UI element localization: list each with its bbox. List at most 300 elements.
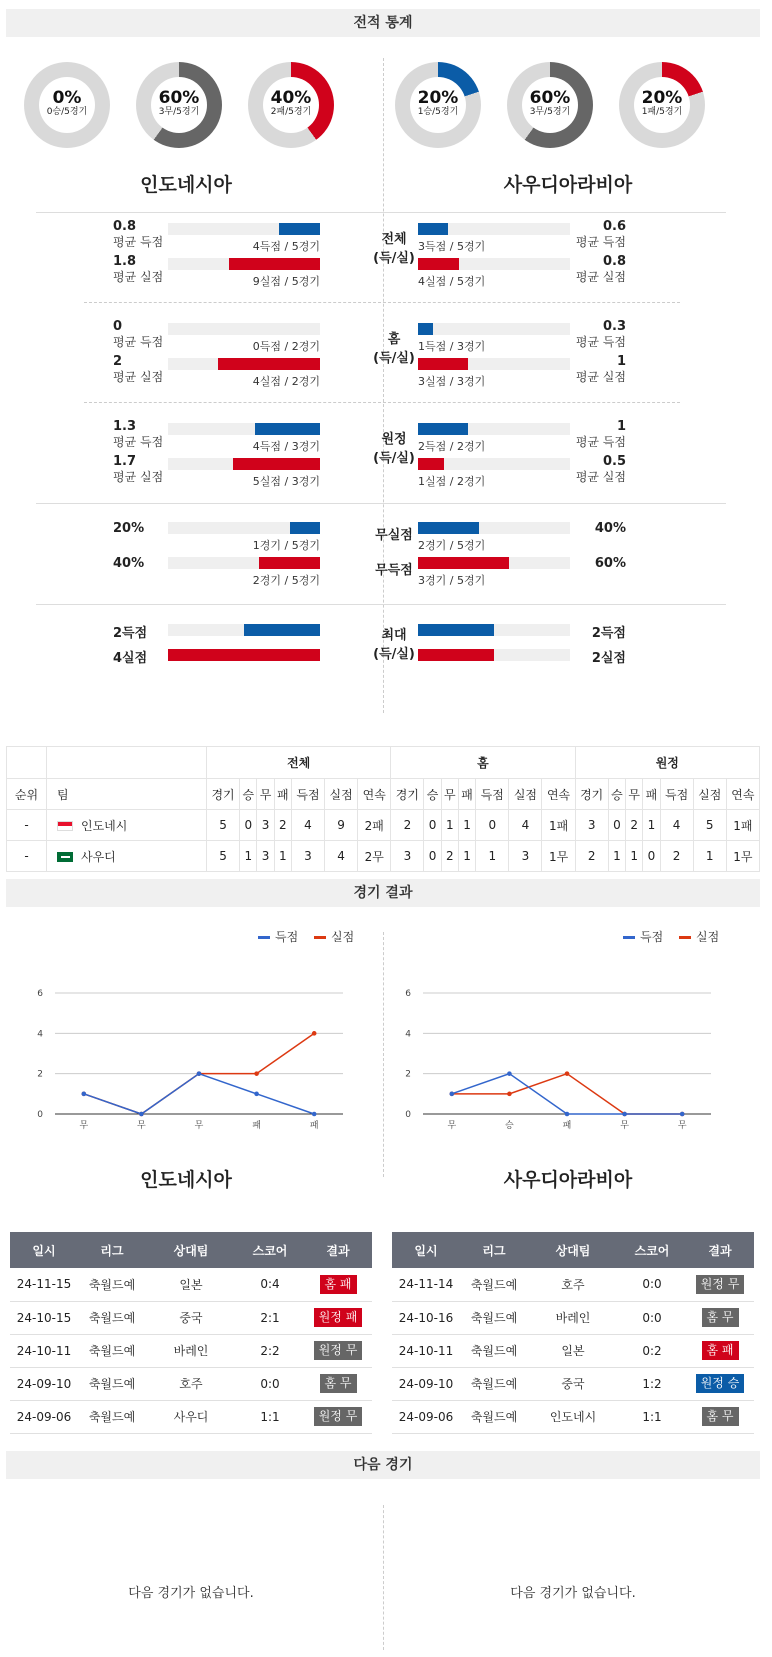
donut-percent: 60% — [158, 88, 200, 108]
standings-row — [7, 841, 760, 872]
results-header-3: 스코어 — [618, 1232, 686, 1268]
results-header-3: 스코어 — [236, 1232, 304, 1268]
left-chart-legend — [258, 928, 354, 945]
standings-col-0: 경기 — [391, 779, 424, 810]
result-badge: 홈 패 — [320, 1275, 357, 1294]
standings-col-6: 연속 — [358, 779, 391, 810]
results-row[interactable] — [392, 1400, 754, 1433]
standings-col-2: 무 — [626, 779, 643, 810]
series-point-0 — [680, 1112, 685, 1117]
legend-swatch-scored — [258, 936, 270, 939]
left-results-team-name: 인도네시아 — [140, 1169, 232, 1191]
stats-separator — [84, 302, 680, 303]
standings-col-2: 무 — [441, 779, 458, 810]
result-score: 0:0 — [236, 1367, 304, 1400]
left-donut-0 — [24, 62, 110, 148]
clean-left-bar — [290, 522, 320, 534]
standings-col-5: 실점 — [693, 779, 726, 810]
result-score: 1:2 — [618, 1367, 686, 1400]
result-league: 축월드예 — [78, 1334, 146, 1367]
noscore-right-caption: 3경기 / 5경기 — [418, 574, 486, 587]
result-opponent: 호주 — [528, 1268, 618, 1301]
y-tick-label: 2 — [37, 1069, 43, 1080]
series-point-0 — [197, 1071, 202, 1076]
total-left-conceded-bar — [229, 258, 320, 270]
donut-caption: 1승/5경기 — [417, 107, 459, 117]
x-tick-label: 무 — [447, 1121, 457, 1131]
standings-col-0: 경기 — [575, 779, 608, 810]
result-date: 24-10-11 — [10, 1334, 78, 1367]
noscore-right-bar — [418, 557, 509, 569]
saudi-flag-icon — [57, 852, 73, 862]
standings-cell: 2무 — [358, 841, 391, 872]
result-league: 축월드예 — [460, 1334, 528, 1367]
result-badge: 홈 무 — [320, 1374, 357, 1393]
avg-scored-label: 평균 득점 — [113, 435, 164, 449]
result-score: 0:4 — [236, 1268, 304, 1301]
noscore-left-pct: 40% — [113, 556, 145, 571]
home-right-avg-conceded: 1 — [616, 354, 626, 369]
home-right-scored-bar-track — [418, 323, 570, 335]
right-donut-2 — [619, 62, 705, 148]
standings-cell: 0 — [643, 841, 660, 872]
left-team-goals-chart — [30, 975, 370, 1140]
series-point-0 — [507, 1071, 512, 1076]
standings-cell: 2 — [660, 841, 693, 872]
right-recent-results-table — [392, 1232, 754, 1434]
standings-group-home: 홈 — [391, 747, 575, 779]
standings-col-5: 실점 — [509, 779, 542, 810]
series-line-1 — [452, 1074, 682, 1114]
series-line-0 — [84, 1074, 314, 1114]
y-tick-label: 6 — [37, 989, 43, 999]
home-left-avg-scored: 0 — [113, 319, 123, 334]
standings-team-cell[interactable] — [47, 841, 207, 872]
standings-cell: 1 — [458, 841, 475, 872]
legend-swatch-conceded — [679, 936, 691, 939]
away-left-avg-scored: 1.3 — [113, 419, 137, 434]
standings-cell: 3 — [257, 810, 274, 841]
right-results-team-name: 사우디아라비아 — [503, 1169, 633, 1191]
noscore-label: 무득점 — [375, 563, 413, 578]
result-badge: 원정 승 — [696, 1374, 745, 1393]
left-donut-2 — [248, 62, 334, 148]
donut-percent: 20% — [417, 88, 459, 108]
standings-cell: 1 — [240, 841, 257, 872]
total-label-main: 전체 — [381, 232, 407, 247]
result-badge: 원정 무 — [314, 1407, 363, 1426]
away-left-scored-caption: 4득점 / 3경기 — [252, 440, 320, 453]
series-point-1 — [312, 1031, 317, 1036]
standings-cell: 4 — [660, 810, 693, 841]
results-row[interactable] — [10, 1400, 372, 1433]
result-badge: 원정 패 — [314, 1308, 363, 1327]
standings-cell: 2 — [274, 810, 291, 841]
standings-cell: 3 — [575, 810, 608, 841]
result-date: 24-10-16 — [392, 1301, 460, 1334]
standings-cell: 5 — [207, 841, 240, 872]
standings-cell: 2 — [391, 810, 424, 841]
clean-left-pct: 20% — [113, 521, 145, 536]
result-badge: 원정 무 — [696, 1275, 745, 1294]
result-date: 24-11-15 — [10, 1268, 78, 1301]
result-league: 축월드예 — [460, 1400, 528, 1433]
total-left-avg-scored: 0.8 — [113, 219, 137, 234]
standings-cell: 1무 — [726, 841, 759, 872]
result-badge: 원정 무 — [314, 1341, 363, 1360]
home-label-main: 홈 — [387, 332, 401, 347]
series-point-0 — [254, 1092, 259, 1097]
results-header-4: 결과 — [304, 1232, 372, 1268]
total-right-avg-scored: 0.6 — [602, 219, 626, 234]
result-league: 축월드예 — [460, 1367, 528, 1400]
standings-col-5: 실점 — [325, 779, 358, 810]
clean-right-pct: 40% — [594, 521, 626, 536]
x-tick-label: 무 — [79, 1121, 89, 1131]
result-date: 24-09-10 — [10, 1367, 78, 1400]
avg-conceded-label: 평균 실점 — [575, 370, 626, 384]
home-left-scored-caption: 0득점 / 2경기 — [252, 340, 320, 353]
total-label-sub: (득/실) — [373, 251, 415, 266]
clean-right-bar — [418, 522, 479, 534]
max-right-conceded-bar — [418, 649, 494, 661]
results-row[interactable] — [10, 1367, 372, 1400]
series-point-1 — [254, 1071, 259, 1076]
legend-conceded: 실점 — [331, 930, 355, 944]
standings-col-1: 승 — [608, 779, 625, 810]
max-label-main: 최대 — [381, 628, 407, 643]
results-row[interactable] — [392, 1301, 754, 1334]
standings-cell: 4 — [509, 810, 542, 841]
avg-scored-label: 평균 득점 — [575, 235, 626, 249]
avg-conceded-label: 평균 실점 — [113, 470, 164, 484]
result-score: 0:0 — [618, 1301, 686, 1334]
result-opponent: 인도네시 — [528, 1400, 618, 1433]
series-point-0 — [82, 1092, 87, 1097]
y-tick-label: 6 — [405, 989, 411, 999]
avg-scored-label: 평균 득점 — [113, 335, 164, 349]
center-divider — [383, 58, 384, 713]
total-left-scored-bar — [279, 223, 320, 235]
standings-group-total: 전체 — [207, 747, 391, 779]
standings-cell: 1무 — [542, 841, 575, 872]
stats-separator — [36, 503, 726, 504]
standings-team-name: 인도네시 — [81, 818, 128, 833]
max-label-sub: (득/실) — [373, 647, 415, 662]
standings-col-0: 경기 — [207, 779, 240, 810]
y-tick-label: 0 — [37, 1110, 43, 1120]
away-label-sub: (득/실) — [373, 451, 415, 466]
total-right-avg-conceded: 0.8 — [602, 254, 626, 269]
avg-scored-label: 평균 득점 — [575, 435, 626, 449]
clean-right-caption: 2경기 / 5경기 — [418, 539, 486, 552]
standings-cell: 1패 — [726, 810, 759, 841]
donut-caption: 3무/5경기 — [529, 107, 571, 117]
away-right-conceded-caption: 1실점 / 2경기 — [418, 475, 486, 488]
standings-col-6: 연속 — [542, 779, 575, 810]
result-score: 2:2 — [236, 1334, 304, 1367]
result-score: 1:1 — [236, 1400, 304, 1433]
standings-col-rank: 순위 — [7, 779, 47, 810]
result-league: 축월드예 — [460, 1301, 528, 1334]
result-opponent: 사우디 — [146, 1400, 236, 1433]
result-opponent: 중국 — [528, 1367, 618, 1400]
result-badge: 홈 무 — [702, 1308, 739, 1327]
standings-cell: 2 — [441, 841, 458, 872]
y-tick-label: 4 — [405, 1029, 411, 1040]
stats-separator — [84, 402, 680, 403]
standings-cell: 0 — [476, 810, 509, 841]
legend-swatch-scored — [623, 936, 635, 939]
standings-team-name: 사우디 — [81, 849, 116, 864]
home-left-scored-bar-track — [168, 323, 320, 335]
standings-rank: - — [7, 841, 47, 872]
right-chart-legend — [623, 928, 719, 945]
results-row[interactable] — [392, 1367, 754, 1400]
home-right-scored-bar — [418, 323, 433, 335]
indonesia-flag-icon — [57, 821, 73, 831]
away-left-conceded-bar — [233, 458, 320, 470]
legend-scored: 득점 — [275, 930, 299, 944]
standings-col-team: 팀 — [47, 779, 207, 810]
series-point-0 — [139, 1112, 144, 1117]
result-league: 축월드예 — [78, 1400, 146, 1433]
results-header-2: 상대팀 — [146, 1232, 236, 1268]
max-left-conceded: 4실점 — [113, 651, 148, 666]
right-team-name: 사우디아라비아 — [503, 174, 633, 196]
total-right-scored-caption: 3득점 / 5경기 — [418, 240, 486, 253]
results-row[interactable] — [10, 1268, 372, 1301]
series-point-0 — [312, 1112, 317, 1117]
results-header-4: 결과 — [686, 1232, 754, 1268]
standings-col-6: 연속 — [726, 779, 759, 810]
home-left-conceded-bar — [218, 358, 320, 370]
total-left-conceded-caption: 9실점 / 5경기 — [252, 275, 320, 288]
donut-caption: 0승/5경기 — [46, 107, 88, 117]
standings-cell: 0 — [424, 841, 441, 872]
avg-conceded-label: 평균 실점 — [575, 270, 626, 284]
left-donut-1 — [136, 62, 222, 148]
total-left-avg-conceded: 1.8 — [113, 254, 137, 269]
result-date: 24-09-06 — [10, 1400, 78, 1433]
donut-percent: 20% — [641, 88, 683, 108]
standings-col-4: 득점 — [660, 779, 693, 810]
x-tick-label: 무 — [137, 1121, 146, 1131]
noscore-left-caption: 2경기 / 5경기 — [252, 574, 320, 587]
legend-conceded: 실점 — [696, 930, 720, 944]
total-right-conceded-bar — [418, 258, 459, 270]
avg-conceded-label: 평균 실점 — [113, 270, 164, 284]
right-donut-1 — [507, 62, 593, 148]
results-row[interactable] — [392, 1268, 754, 1301]
results-row[interactable] — [10, 1301, 372, 1334]
result-opponent: 중국 — [146, 1301, 236, 1334]
standings-cell: 2 — [575, 841, 608, 872]
home-right-conceded-bar — [418, 358, 468, 370]
right-team-goals-chart — [398, 975, 738, 1140]
x-tick-label: 승 — [505, 1121, 514, 1131]
donut-percent: 60% — [529, 88, 571, 108]
result-opponent: 일본 — [528, 1334, 618, 1367]
x-tick-label: 패 — [309, 1121, 319, 1131]
left-team-name: 인도네시아 — [140, 174, 232, 196]
standings-cell: 1 — [643, 810, 660, 841]
standings-col-4: 득점 — [476, 779, 509, 810]
avg-conceded-label: 평균 실점 — [575, 470, 626, 484]
y-tick-label: 2 — [405, 1069, 411, 1080]
away-label-main: 원정 — [381, 432, 407, 447]
series-point-1 — [565, 1071, 570, 1076]
result-score: 1:1 — [618, 1400, 686, 1433]
result-league: 축월드예 — [78, 1367, 146, 1400]
standings-col-3: 패 — [274, 779, 291, 810]
result-badge: 홈 패 — [702, 1341, 739, 1360]
y-tick-label: 4 — [37, 1029, 43, 1040]
noscore-left-bar — [259, 557, 320, 569]
standings-cell: 3 — [509, 841, 542, 872]
series-point-0 — [450, 1092, 455, 1097]
standings-cell: 3 — [257, 841, 274, 872]
standings-team-cell[interactable] — [47, 810, 207, 841]
donut-percent: 0% — [52, 88, 82, 108]
right-no-next-match: 다음 경기가 없습니다. — [510, 1586, 636, 1601]
max-left-conceded-bar — [168, 649, 320, 661]
results-header-0: 일시 — [10, 1232, 78, 1268]
left-no-next-match: 다음 경기가 없습니다. — [128, 1586, 254, 1601]
donut-caption: 1패/5경기 — [641, 107, 683, 117]
standings-cell: 0 — [608, 810, 625, 841]
series-point-0 — [622, 1112, 627, 1117]
standings-cell: 1 — [476, 841, 509, 872]
result-date: 24-09-10 — [392, 1367, 460, 1400]
x-tick-label: 무 — [194, 1121, 204, 1131]
away-left-avg-conceded: 1.7 — [113, 454, 137, 469]
standings-cell: 9 — [325, 810, 358, 841]
away-right-avg-scored: 1 — [616, 419, 626, 434]
standings-cell: 2 — [626, 810, 643, 841]
donut-caption: 3무/5경기 — [158, 107, 200, 117]
total-left-scored-caption: 4득점 / 5경기 — [252, 240, 320, 253]
clean-label: 무실점 — [375, 528, 413, 543]
total-right-conceded-caption: 4실점 / 5경기 — [418, 275, 486, 288]
x-tick-label: 무 — [677, 1121, 687, 1131]
standings-col-1: 승 — [240, 779, 257, 810]
away-right-avg-conceded: 0.5 — [602, 454, 626, 469]
result-date: 24-09-06 — [392, 1400, 460, 1433]
series-point-0 — [565, 1112, 570, 1117]
result-date: 24-10-11 — [392, 1334, 460, 1367]
results-header-1: 리그 — [78, 1232, 146, 1268]
standings-cell: 2패 — [358, 810, 391, 841]
legend-swatch-conceded — [314, 936, 326, 939]
max-left-scored: 2득점 — [113, 626, 148, 641]
results-divider — [383, 932, 384, 1177]
standings-cell: 4 — [291, 810, 324, 841]
standings-rank: - — [7, 810, 47, 841]
standings-col-3: 패 — [643, 779, 660, 810]
home-left-avg-conceded: 2 — [113, 354, 123, 369]
home-right-conceded-caption: 3실점 / 3경기 — [418, 375, 486, 388]
left-recent-results-table — [10, 1232, 372, 1434]
home-right-avg-scored: 0.3 — [602, 319, 626, 334]
result-badge: 홈 무 — [702, 1407, 739, 1426]
results-header-1: 리그 — [460, 1232, 528, 1268]
result-league: 축월드예 — [78, 1268, 146, 1301]
x-tick-label: 패 — [252, 1121, 261, 1131]
legend-scored: 득점 — [640, 930, 664, 944]
noscore-right-pct: 60% — [594, 556, 626, 571]
y-tick-label: 0 — [405, 1110, 411, 1120]
standings-cell: 4 — [325, 841, 358, 872]
results-header-0: 일시 — [392, 1232, 460, 1268]
away-right-scored-bar — [418, 423, 468, 435]
standings-cell: 1 — [608, 841, 625, 872]
max-right-scored: 2득점 — [591, 626, 626, 641]
results-section-title: 경기 결과 — [6, 879, 760, 907]
result-opponent: 호주 — [146, 1367, 236, 1400]
away-right-conceded-bar — [418, 458, 444, 470]
result-score: 0:0 — [618, 1268, 686, 1301]
stats-section-title: 전적 통계 — [6, 9, 760, 37]
max-left-scored-bar — [244, 624, 320, 636]
result-opponent: 바레인 — [528, 1301, 618, 1334]
home-left-conceded-caption: 4실점 / 2경기 — [252, 375, 320, 388]
standings-cell: 1 — [626, 841, 643, 872]
standings-cell: 3 — [391, 841, 424, 872]
result-opponent: 일본 — [146, 1268, 236, 1301]
home-label-sub: (득/실) — [373, 351, 415, 366]
max-right-conceded: 2실점 — [591, 651, 626, 666]
clean-left-caption: 1경기 / 5경기 — [252, 539, 320, 552]
result-score: 0:2 — [618, 1334, 686, 1367]
home-right-scored-caption: 1득점 / 3경기 — [418, 340, 486, 353]
result-date: 24-10-15 — [10, 1301, 78, 1334]
standings-col-2: 무 — [257, 779, 274, 810]
total-right-scored-bar — [418, 223, 448, 235]
standings-cell: 0 — [424, 810, 441, 841]
standings-cell: 5 — [693, 810, 726, 841]
away-right-scored-caption: 2득점 / 2경기 — [418, 440, 486, 453]
results-row[interactable] — [10, 1334, 372, 1367]
donut-percent: 40% — [270, 88, 312, 108]
standings-cell: 1 — [693, 841, 726, 872]
standings-cell: 5 — [207, 810, 240, 841]
series-point-1 — [507, 1092, 512, 1097]
x-tick-label: 패 — [562, 1121, 572, 1131]
standings-row — [7, 810, 760, 841]
x-tick-label: 무 — [620, 1121, 629, 1131]
standings-cell: 1 — [274, 841, 291, 872]
result-date: 24-11-14 — [392, 1268, 460, 1301]
next-divider — [383, 1505, 384, 1650]
standings-table — [6, 746, 760, 872]
stats-top-separator — [36, 212, 726, 213]
standings-cell: 1 — [458, 810, 475, 841]
standings-cell: 1 — [441, 810, 458, 841]
standings-col-3: 패 — [458, 779, 475, 810]
away-left-conceded-caption: 5실점 / 3경기 — [252, 475, 320, 488]
results-row[interactable] — [392, 1334, 754, 1367]
standings-cell: 3 — [291, 841, 324, 872]
standings-col-1: 승 — [424, 779, 441, 810]
right-donut-0 — [395, 62, 481, 148]
standings-col-4: 득점 — [291, 779, 324, 810]
standings-cell: 0 — [240, 810, 257, 841]
donut-caption: 2패/5경기 — [270, 107, 312, 117]
away-left-scored-bar — [255, 423, 320, 435]
standings-cell: 1패 — [542, 810, 575, 841]
avg-scored-label: 평균 득점 — [575, 335, 626, 349]
